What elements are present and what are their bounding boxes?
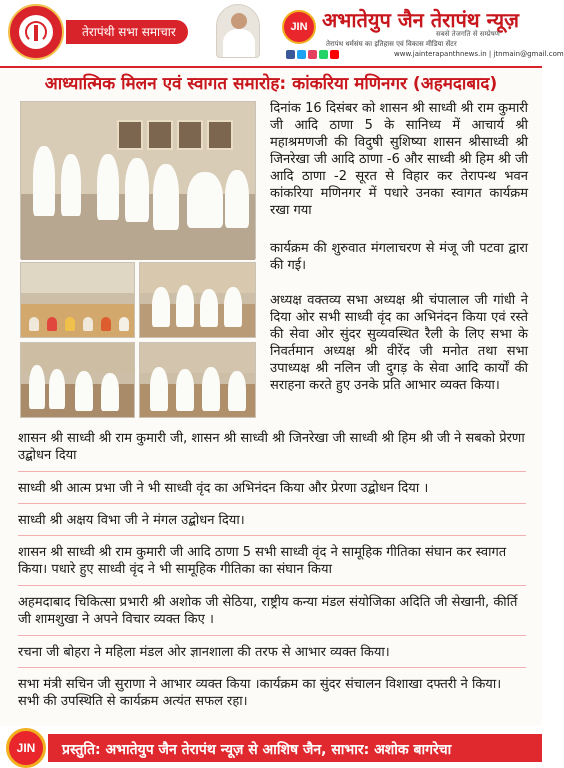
paragraph-president-speech: अध्यक्ष वक्तव्य सभा अध्यक्ष श्री चंपालाल जी गांधी ने दिया ओर सभी साध्वी वृंद का अभिनंदन किया एवं रस्ते की सेवा ओर सुंदर सुव्यवस्थित रैली के लिए सभा के निवर्तमान अध्यक्ष श्री वीरेंद जी मनोत तथा सभा उपाध्यक्ष श्री नलिन जी दुगड़ के सेवा आदि कार्यों की सराहना करते हुए उनके प्रति आभार व्यक्त किया।	[270, 293, 528, 393]
event-photo-audience	[20, 262, 135, 338]
event-photo-stage-right	[139, 342, 256, 418]
event-photo-stage-left	[20, 342, 135, 418]
paragraph-sadhvi-address: शासन श्री साध्वी श्री राम कुमारी जी, शासन श्री साध्वी श्री जिनरेखा जी साध्वी श्री हिम श्री जी ने सबको प्रेरणा उद्बोधन दिया	[18, 431, 525, 463]
footer-credit: प्रस्तुति: अभातेयुप जैन तेरापंथ न्यूज़ से आशिष जैन, साभार: अशोक बागरेचा	[62, 742, 452, 758]
brand-tagline: सबसे तेजगति से सम्प्रेषण	[436, 30, 500, 38]
terapanth-sabha-logo	[8, 4, 64, 60]
paragraph-mahila-mandal: रचना जी बोहरा ने महिला मंडल ओर ज्ञानशाला की तरफ से आभार व्यक्त किया।	[18, 645, 390, 660]
paragraph-geetika: शासन श्री साध्वी श्री राम कुमारी जी आदि ठाणा 5 सभी साध्वी वृंद ने सामूहिक गीतिका संघान कर स्वागत किया। पधारे हुए साध्वी वृंद ने भी सामूहिक गीतिका का संघान किया	[18, 545, 507, 577]
event-photo-main	[20, 101, 256, 259]
section-label: तेरापंथी सभा समाचार	[66, 20, 188, 44]
paragraph-divider	[18, 471, 526, 472]
facebook-icon[interactable]	[286, 50, 295, 59]
paragraph-vote-of-thanks: सभा मंत्री सचिन जी सुराणा ने आभार व्यक्त किया ।कार्यक्रम का सुंदर संचालन विशाखा दफ्तरी ने किया। सभी की उपस्थिति से कार्यक्रम अत्यंत सफल रहा।	[18, 677, 502, 709]
paragraph-divider	[18, 503, 526, 504]
footer	[0, 726, 542, 768]
social-icons	[286, 50, 341, 60]
paragraph-divider	[18, 635, 526, 636]
paragraph-divider	[18, 667, 526, 668]
instagram-icon[interactable]	[308, 50, 317, 59]
footer-jin-logo: JIN	[6, 728, 46, 768]
paragraph-divider	[18, 535, 526, 536]
paragraph-guests: अहमदाबाद चिकित्सा प्रभारी श्री अशोक जी सेठिया, राष्ट्रीय कन्या मंडल संयोजिका अदिति जी सेखानी, कीर्ति जी शामशुखा ने अपने विचार व्यक्त किए ।	[18, 595, 518, 627]
brand-subtitle: तेरापंथ धर्मसंघ का इतिहास एवं विकास मीडिया सेंटर	[326, 40, 457, 48]
header-divider	[0, 66, 542, 68]
brand-name: अभातेयुप जैन तेरापंथ न्यूज़	[322, 8, 519, 32]
acharya-portrait	[216, 4, 260, 58]
event-photo-sadhvis-seated	[139, 262, 256, 338]
whatsapp-icon[interactable]	[319, 50, 328, 59]
paragraph-akshay-vibha: साध्वी श्री अक्षय विभा जी ने मंगल उद्बोधन दिया।	[18, 513, 245, 528]
paragraph-divider	[18, 585, 526, 586]
twitter-icon[interactable]	[297, 50, 306, 59]
header	[0, 0, 564, 66]
paragraph-atma-prabha: साध्वी श्री आत्म प्रभा जी ने भी साध्वी वृंद का अभिनंदन किया और प्रेरणा उद्बोधन दिया ।	[18, 481, 429, 496]
paragraph-intro: दिनांक 16 दिसंबर को शासन श्री साध्वी श्री राम कुमारी जी आदि ठाणा 5 के सानिध्य में आचार्य श्री महाश्रमणजी की विदुषी सुशिष्या शासन श्रीसाध्वी श्री जिनरेखा जी आदि ठाणा -6 और साध्वी श्री हिम श्री जी आदि ठाणा -2 सूरत से विहार कर तेरापन्थ भवन कांकरिया मणिनगर में पधारे उनका स्वागत कार्यक्रम रखा गया	[270, 101, 528, 218]
jin-logo: JIN	[282, 10, 316, 44]
youtube-icon[interactable]	[330, 50, 339, 59]
article-title: आध्यात्मिक मिलन एवं स्वागत समारोह: कांकरिया मणिनगर (अहमदाबाद)	[44, 74, 498, 94]
brand-website[interactable]: www.jainterapanthnews.in | jtnmain@gmail.com	[394, 50, 564, 58]
paragraph-mangalacharan: कार्यक्रम की शुरुवात मंगलाचरण से मंजू जी पटवा द्वारा की गई।	[270, 241, 528, 273]
